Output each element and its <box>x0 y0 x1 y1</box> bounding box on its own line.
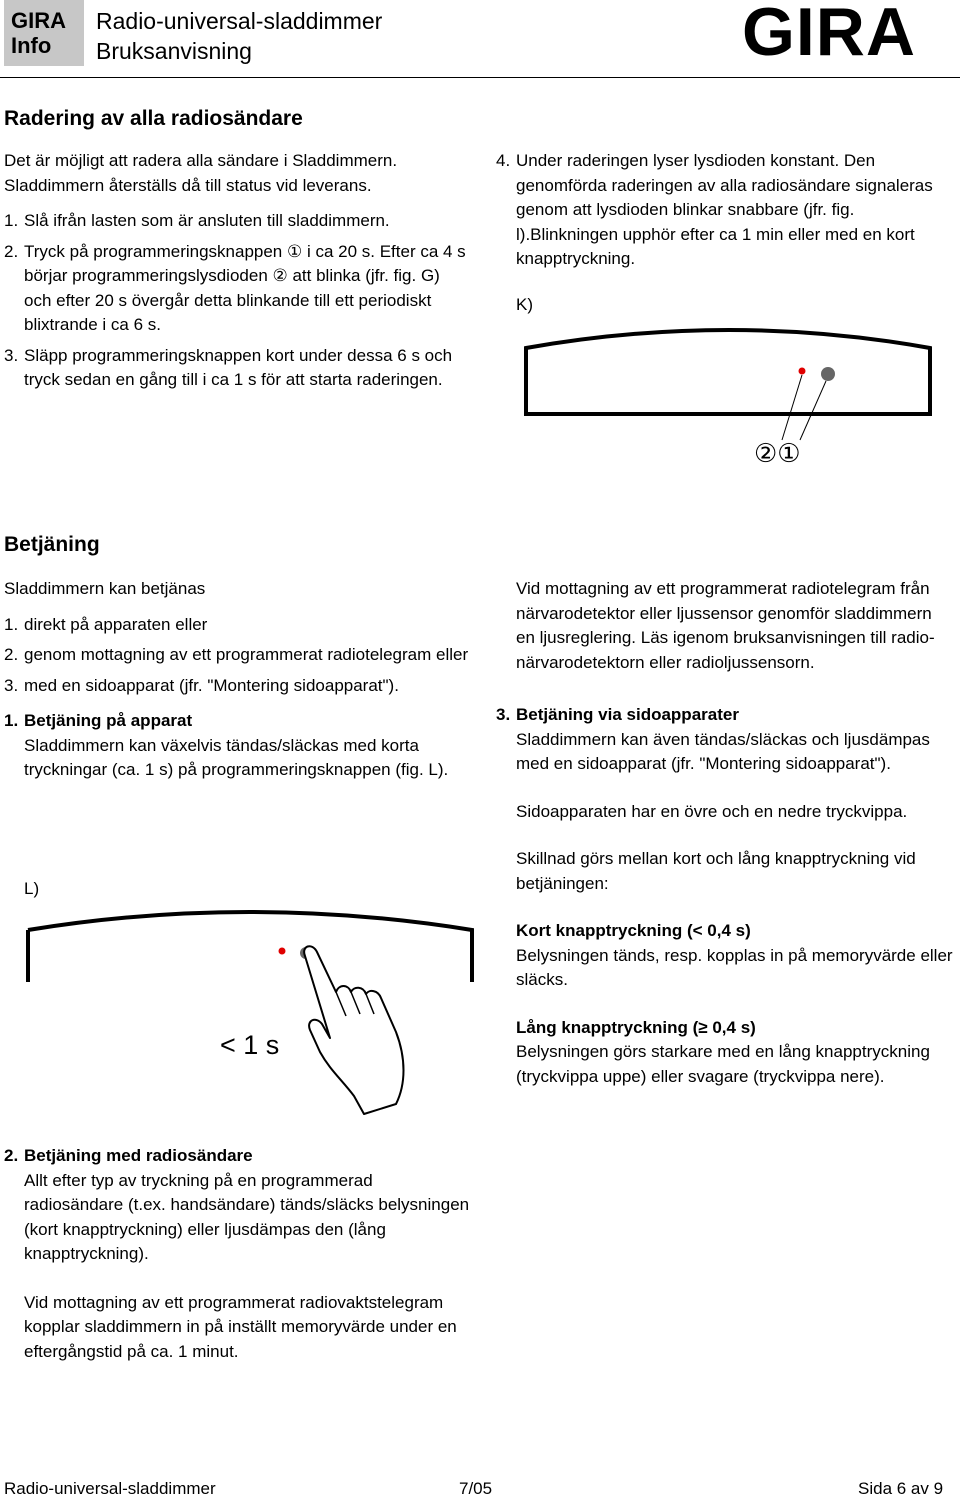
subsection-text-2: Vid mottagning av ett programmerat radiovaktstelegram kopplar sladdimmern in på inställt memoryvärde under en eftergångstid på ca. 1 minut. <box>24 1292 457 1361</box>
subsection-title: Betjäning med radiosändare <box>24 1146 253 1165</box>
subsection-text-2: Sidoapparaten har en övre och en nedre tryckvippa. <box>516 801 908 821</box>
figure-l-label: L) <box>24 879 40 898</box>
step-text: Tryck på programmeringsknappen ① i ca 20 s. Efter ca 4 s börjar programmeringslysdioden ② att blinka (jfr. fig. G) och efter 20 s övergår detta blinkande till ett periodiskt blixtrande i ca 6 s. <box>24 241 466 334</box>
programming-led-icon <box>799 368 806 375</box>
figure-k-device <box>520 318 940 478</box>
programming-button-icon <box>821 367 835 381</box>
info-box-line2: Info <box>11 33 52 58</box>
subsection-text-3: Skillnad görs mellan kort och lång knapptryckning vid betjäningen: <box>516 849 916 893</box>
figure-k-markers: ②① <box>754 438 801 468</box>
long-press-title: Lång knapptryckning (≥ 0,4 s) <box>516 1017 756 1037</box>
betjaning-right-column <box>496 577 956 1089</box>
list-text: genom mottagning av ett programmerat radiotelegram eller <box>24 645 469 664</box>
radering-step-2 <box>4 240 470 338</box>
step-number: 1. <box>4 211 19 230</box>
subsection-1 <box>4 709 470 783</box>
subsection-3 <box>496 703 956 1089</box>
step-number: 3. <box>4 345 19 365</box>
header-rule <box>0 77 960 78</box>
subsection-2 <box>4 1144 470 1364</box>
document-subtitle: Bruksanvisning <box>96 38 252 64</box>
step-number: 4. <box>496 151 511 170</box>
gira-logo: GIRA <box>742 0 916 70</box>
figure-l-device <box>24 900 474 1115</box>
device-housing <box>28 912 472 982</box>
short-press-text: Belysningen tänds, resp. kopplas in på memoryvärde eller släcks. <box>516 945 953 989</box>
footer-page-number: Sida 6 av 9 <box>858 1479 944 1498</box>
figure-k-label: K) <box>516 295 533 314</box>
footer-date: 7/05 <box>459 1479 493 1498</box>
betjaning-left-column-lower <box>4 1144 474 1364</box>
radering-intro: Det är möjligt att radera alla sändare i Sladdimmern. Sladdimmern återställs då till status vid leverans. <box>4 151 398 195</box>
list-text: med en sidoapparat (jfr. "Montering sidoapparat"). <box>24 675 399 695</box>
betjaning-list-item-2 <box>4 643 470 668</box>
figure-l-time-label: < 1 s <box>220 1030 280 1060</box>
list-number: 2. <box>4 645 19 664</box>
step-number: 2. <box>4 241 19 261</box>
list-number: 3. <box>4 675 19 695</box>
subsection-text: Sladdimmern kan växelvis tändas/släckas med korta tryckningar (ca. 1 s) på programmeringsknappen (fig. L). <box>24 735 449 779</box>
radering-step-1 <box>4 209 474 234</box>
footer-product-name: Radio-universal-sladdimmer <box>4 1479 216 1498</box>
short-press-title: Kort knapptryckning (< 0,4 s) <box>516 921 751 940</box>
betjaning-list-item-1 <box>4 613 474 638</box>
subsection-number: 1. <box>4 711 19 730</box>
info-box-line1: GIRA <box>11 8 66 33</box>
subsection-number: 2. <box>4 1146 19 1165</box>
betjaning-intro: Sladdimmern kan betjänas <box>4 579 206 598</box>
radering-step-4 <box>496 149 956 272</box>
document-title <box>96 6 382 66</box>
subsection-number: 3. <box>496 705 511 724</box>
device-housing <box>526 330 930 414</box>
radering-left-column <box>4 149 474 393</box>
subsection-title: Betjäning på apparat <box>24 711 193 730</box>
gira-info-box <box>4 0 84 66</box>
step-text: Under raderingen lyser lysdioden konstant. Den genomförda raderingen av alla radiosändare signaleras genom att lysdioden blinkar snabbare (jfr. fig. l).Blinkningen upphör efter ca 1 min eller med en kort knapptryckning. <box>516 151 933 268</box>
radering-right-column <box>496 149 956 272</box>
section-heading-betjaning: Betjäning <box>4 533 100 556</box>
list-text: direkt på apparaten eller <box>24 614 208 634</box>
betjaning-list-item-3 <box>4 674 474 699</box>
radering-step-3 <box>4 344 470 393</box>
step-text: Slå ifrån lasten som är ansluten till sladdimmern. <box>24 211 390 230</box>
list-number: 1. <box>4 614 19 634</box>
subsection-title: Betjäning via sidoapparater <box>516 705 739 724</box>
pressing-hand-icon <box>304 946 403 1114</box>
programming-led-icon <box>279 948 286 955</box>
step-text: Släpp programmeringsknappen kort under dessa 6 s och tryck sedan en gång till i ca 1 s för att starta raderingen. <box>24 345 453 389</box>
long-press-text: Belysningen görs starkare med en lång knapptryckning (tryckvippa uppe) eller svagare (tryckvippa nere). <box>516 1042 930 1086</box>
section-heading-radering: Radering av alla radiosändare <box>4 107 303 130</box>
subsection-text: Allt efter typ av tryckning på en programmerad radiosändare (t.ex. handsändare) tänds/släcks belysningen (kort knapptryckning) eller ljusdämpas den (lång knapptryckning). <box>24 1170 470 1263</box>
betjaning-left-column <box>4 577 474 783</box>
document-title-line1: Radio-universal-sladdimmer <box>96 8 383 34</box>
radiotelegram-paragraph: Vid mottagning av ett programmerat radiotelegram från närvarodetektor eller ljussensor genomför sladdimmern en ljusreglering. Läs igenom bruksanvisningen till radio-närvarodetektorn eller radioljussensorn. <box>516 579 935 672</box>
subsection-text: Sladdimmern kan även tändas/släckas och ljusdämpas med en sidoapparat (jfr. "Montering sidoapparat"). <box>516 729 930 773</box>
